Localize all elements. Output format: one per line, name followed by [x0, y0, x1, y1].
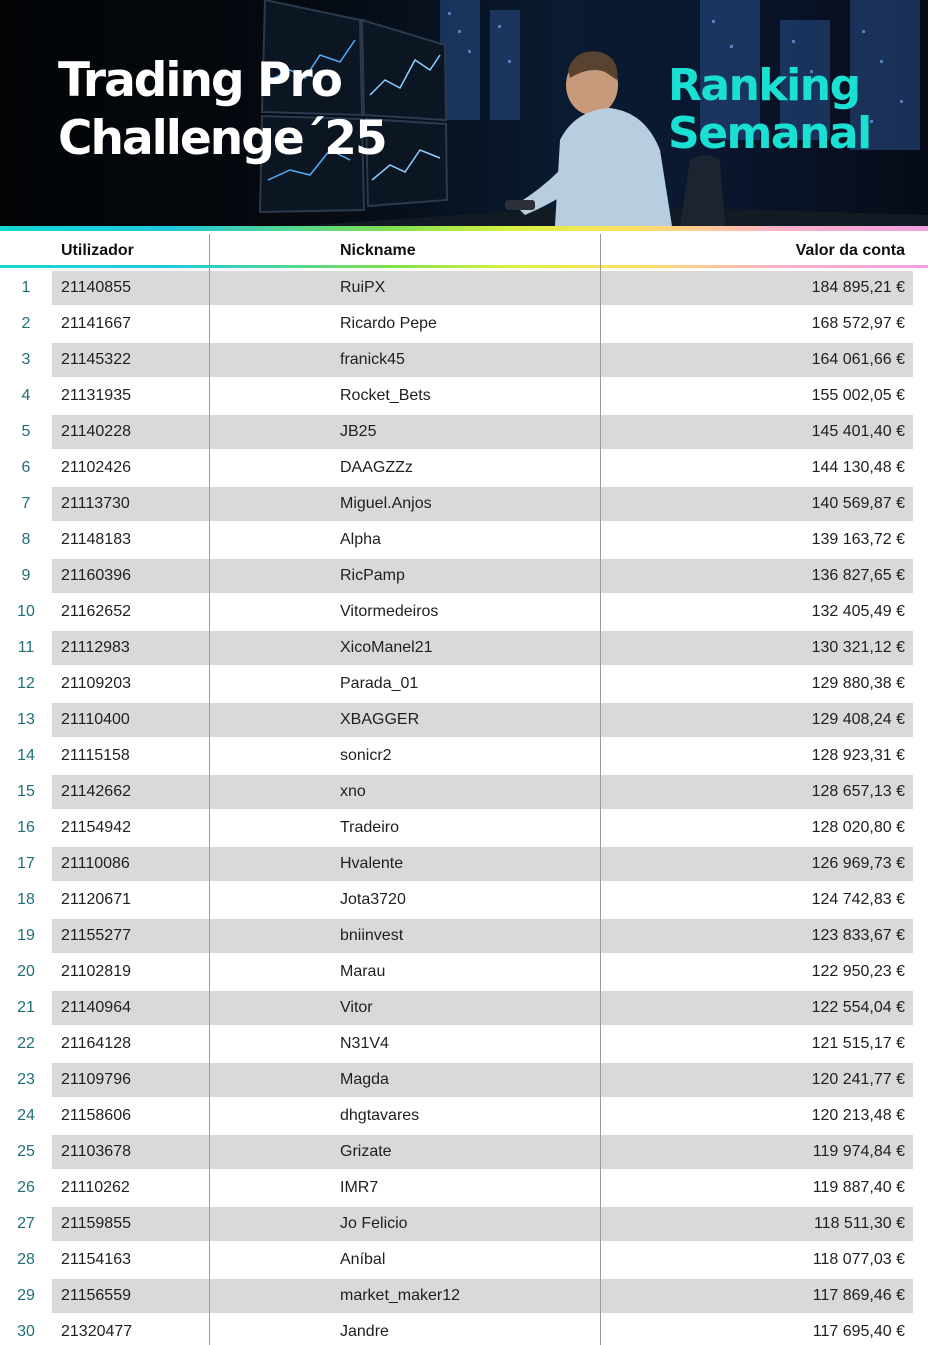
- table-row: [0, 1134, 928, 1170]
- user-id: 21155277: [61, 927, 131, 944]
- nickname: Jo Felicio: [340, 1215, 408, 1232]
- user-id: 21110400: [61, 711, 130, 728]
- user-id: 21320477: [61, 1323, 133, 1340]
- table-row: [0, 306, 928, 342]
- account-value: 130 321,12 €: [811, 639, 905, 656]
- account-value: 145 401,40 €: [811, 423, 905, 440]
- account-value: 155 002,05 €: [811, 387, 905, 404]
- account-value: 132 405,49 €: [811, 603, 905, 620]
- nickname: RuiPX: [340, 279, 386, 296]
- rank-number: 5: [21, 423, 31, 440]
- table-row: [0, 846, 928, 882]
- user-id: 21115158: [61, 747, 130, 764]
- account-value: 140 569,87 €: [811, 495, 905, 512]
- table-row: [0, 666, 928, 702]
- user-id: 21141667: [61, 315, 131, 332]
- nickname: DAAGZZz: [340, 459, 413, 476]
- table-row: [0, 882, 928, 918]
- account-value: 168 572,97 €: [811, 315, 905, 332]
- user-id: 21140855: [61, 279, 131, 296]
- row-stripe: [210, 415, 600, 449]
- row-stripe: [210, 559, 600, 593]
- table-row: [0, 1098, 928, 1134]
- rank-number: 18: [17, 891, 35, 908]
- user-id: 21140964: [61, 999, 131, 1016]
- rank-number: 10: [17, 603, 35, 620]
- rank-number: 17: [17, 855, 35, 872]
- table-row: [0, 450, 928, 486]
- rank-number: 11: [17, 639, 35, 656]
- table-row: [0, 378, 928, 414]
- rank-number: 1: [21, 279, 31, 296]
- table-row: [0, 414, 928, 450]
- rank-number: 8: [21, 531, 31, 548]
- table-row: [0, 738, 928, 774]
- table-row: [0, 1026, 928, 1062]
- table-row: [0, 522, 928, 558]
- nickname: Hvalente: [340, 855, 404, 872]
- nickname: Alpha: [340, 531, 381, 548]
- nickname: Vitormedeiros: [340, 603, 439, 620]
- ranking-line-2: Semanal: [668, 108, 871, 159]
- rank-number: 25: [17, 1143, 35, 1160]
- rank-number: 15: [17, 783, 35, 800]
- user-id: 21156559: [61, 1287, 131, 1304]
- nickname: market_maker12: [340, 1287, 461, 1304]
- account-value: 124 742,83 €: [811, 891, 905, 908]
- column-header-nickname: Nickname: [340, 242, 416, 259]
- user-id: 21164128: [61, 1035, 131, 1052]
- row-stripe: [210, 775, 600, 809]
- table-header: [0, 231, 928, 265]
- rank-number: 29: [17, 1287, 35, 1304]
- title-line-2: Challenge´25: [58, 111, 386, 166]
- user-id: 21162652: [61, 603, 131, 620]
- table-row: [0, 990, 928, 1026]
- nickname: N31V4: [340, 1035, 389, 1052]
- table-row: [0, 342, 928, 378]
- rank-number: 2: [21, 315, 31, 332]
- rank-number: 30: [17, 1323, 35, 1340]
- user-id: 21159855: [61, 1215, 131, 1232]
- nickname: Jandre: [340, 1323, 389, 1340]
- rank-number: 12: [17, 675, 35, 692]
- rank-number: 7: [21, 495, 31, 512]
- nickname: IMR7: [340, 1179, 379, 1196]
- nickname: Ricardo Pepe: [340, 315, 437, 332]
- table-row: [0, 1206, 928, 1242]
- account-value: 136 827,65 €: [811, 567, 905, 584]
- row-stripe: [210, 991, 600, 1025]
- user-id: 21158606: [61, 1107, 131, 1124]
- table-row: [0, 774, 928, 810]
- row-stripe: [210, 1063, 600, 1097]
- user-id: 21154163: [61, 1251, 131, 1268]
- nickname: JB25: [340, 423, 377, 440]
- rank-number: 3: [21, 351, 31, 368]
- account-value: 128 657,13 €: [811, 783, 905, 800]
- table-row: [0, 1314, 928, 1345]
- rank-number: 20: [17, 963, 35, 980]
- account-value: 139 163,72 €: [811, 531, 905, 548]
- table-row: [0, 630, 928, 666]
- rank-number: 4: [21, 387, 31, 404]
- rank-number: 19: [17, 927, 35, 944]
- nickname: Jota3720: [340, 891, 406, 908]
- nickname: franick45: [340, 351, 405, 368]
- account-value: 126 969,73 €: [811, 855, 905, 872]
- nickname: bniinvest: [340, 927, 404, 944]
- table-row: [0, 702, 928, 738]
- rank-number: 22: [17, 1035, 35, 1052]
- user-id: 21142662: [61, 783, 131, 800]
- nickname: Aníbal: [340, 1251, 386, 1268]
- nickname: XicoManel21: [340, 639, 433, 656]
- table-row: [0, 810, 928, 846]
- nickname: Marau: [340, 963, 386, 980]
- row-stripe: [210, 847, 600, 881]
- account-value: 119 974,84 €: [812, 1143, 905, 1160]
- nickname: Miguel.Anjos: [340, 495, 432, 512]
- ranking-table: [0, 270, 928, 1345]
- account-value: 117 869,46 €: [812, 1287, 905, 1304]
- user-id: 21131935: [61, 387, 131, 404]
- account-value: 122 950,23 €: [811, 963, 905, 980]
- nickname: Tradeiro: [340, 819, 399, 836]
- account-value: 128 923,31 €: [811, 747, 905, 764]
- account-value: 118 511,30 €: [813, 1215, 905, 1232]
- table-row: [0, 918, 928, 954]
- rank-number: 9: [21, 567, 31, 584]
- rank-number: 13: [17, 711, 35, 728]
- column-header-account-value: Valor da conta: [795, 242, 905, 259]
- account-value: 184 895,21 €: [811, 279, 905, 296]
- user-id: 21112983: [61, 639, 130, 656]
- table-row: [0, 486, 928, 522]
- account-value: 144 130,48 €: [811, 459, 905, 476]
- rank-number: 21: [17, 999, 35, 1016]
- nickname: Grizate: [340, 1143, 392, 1160]
- account-value: 123 833,67 €: [811, 927, 905, 944]
- nickname: RicPamp: [340, 567, 405, 584]
- nickname: dhgtavares: [340, 1107, 420, 1124]
- account-value: 122 554,04 €: [811, 999, 905, 1016]
- row-stripe: [210, 1135, 600, 1169]
- rank-number: 28: [17, 1251, 35, 1268]
- nickname: Parada_01: [340, 675, 419, 692]
- ranking-line-1: Ranking: [668, 60, 860, 111]
- account-value: 120 213,48 €: [811, 1107, 905, 1124]
- ranking-heading: [668, 62, 871, 158]
- rainbow-divider-header: [0, 265, 928, 268]
- table-row: [0, 1062, 928, 1098]
- nickname: Vitor: [340, 999, 373, 1016]
- rank-number: 26: [17, 1179, 35, 1196]
- user-id: 21145322: [61, 351, 131, 368]
- user-id: 21113730: [61, 495, 130, 512]
- account-value: 120 241,77 €: [811, 1071, 905, 1088]
- account-value: 117 695,40 €: [812, 1323, 905, 1340]
- user-id: 21109203: [61, 675, 131, 692]
- row-stripe: [210, 271, 600, 305]
- table-row: [0, 954, 928, 990]
- rank-number: 24: [17, 1107, 35, 1124]
- nickname: XBAGGER: [340, 711, 420, 728]
- account-value: 119 887,40 €: [812, 1179, 905, 1196]
- user-id: 21160396: [61, 567, 131, 584]
- user-id: 21110086: [61, 855, 130, 872]
- table-row: [0, 1170, 928, 1206]
- nickname: Rocket_Bets: [340, 387, 431, 404]
- row-stripe: [210, 343, 600, 377]
- column-header-user: Utilizador: [61, 242, 134, 259]
- nickname: Magda: [340, 1071, 389, 1088]
- table-row: [0, 270, 928, 306]
- rank-number: 14: [17, 747, 35, 764]
- table-row: [0, 594, 928, 630]
- rank-number: 27: [17, 1215, 35, 1232]
- user-id: 21148183: [61, 531, 131, 548]
- title-line-1: Trading Pro: [58, 53, 341, 108]
- user-id: 21110262: [61, 1179, 130, 1196]
- account-value: 121 515,17 €: [811, 1035, 905, 1052]
- page-title: [58, 52, 386, 168]
- account-value: 128 020,80 €: [811, 819, 905, 836]
- user-id: 21102819: [61, 963, 131, 980]
- account-value: 118 077,03 €: [812, 1251, 905, 1268]
- nickname: xno: [340, 783, 366, 800]
- user-id: 21154942: [61, 819, 131, 836]
- user-id: 21109796: [61, 1071, 131, 1088]
- user-id: 21140228: [61, 423, 131, 440]
- rank-number: 16: [17, 819, 35, 836]
- account-value: 129 408,24 €: [811, 711, 905, 728]
- rank-number: 23: [17, 1071, 35, 1088]
- table-row: [0, 558, 928, 594]
- account-value: 164 061,66 €: [811, 351, 905, 368]
- rank-number: 6: [21, 459, 31, 476]
- user-id: 21102426: [61, 459, 131, 476]
- user-id: 21120671: [61, 891, 131, 908]
- header-banner: [0, 0, 928, 226]
- table-row: [0, 1278, 928, 1314]
- nickname: sonicr2: [340, 747, 392, 764]
- table-row: [0, 1242, 928, 1278]
- row-stripe: [210, 919, 600, 953]
- account-value: 129 880,38 €: [811, 675, 905, 692]
- user-id: 21103678: [61, 1143, 131, 1160]
